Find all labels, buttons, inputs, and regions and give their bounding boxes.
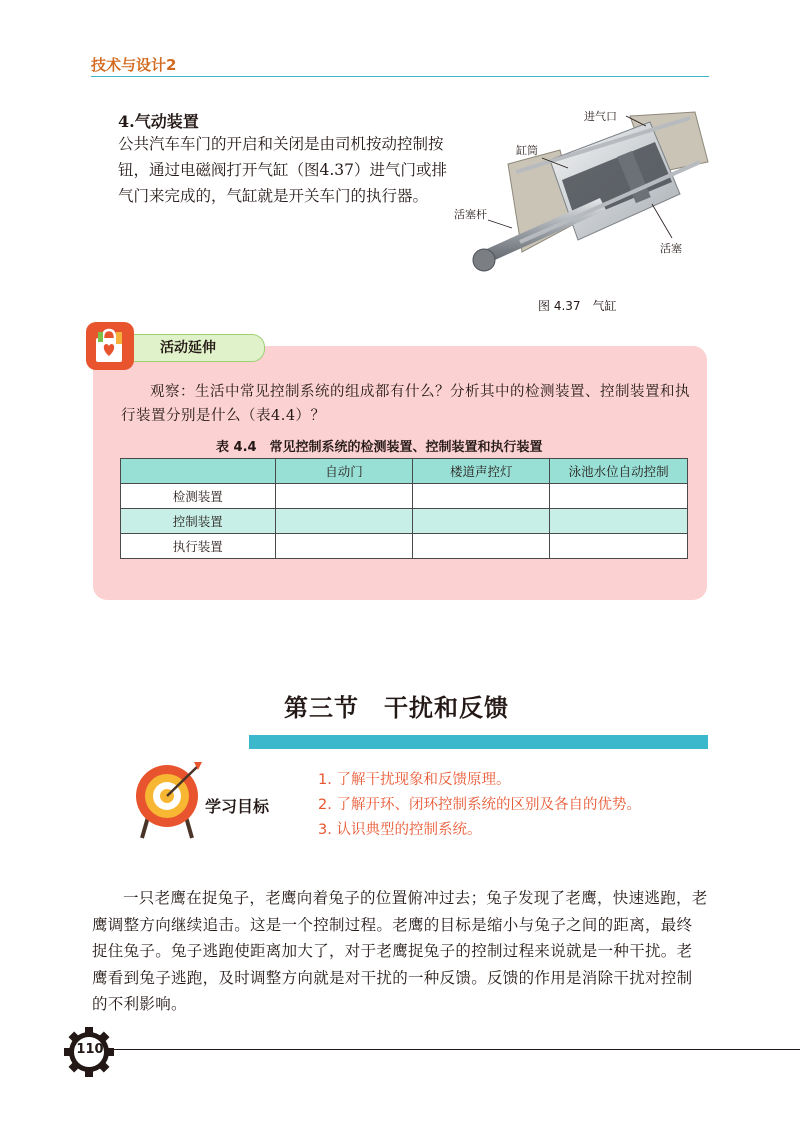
control-systems-table — [120, 458, 688, 559]
learning-goals-label: 学习目标 — [205, 797, 270, 816]
section-title: 第三节 干扰和反馈 — [284, 694, 509, 722]
cylinder-figure — [450, 102, 720, 302]
table-row-label: 检测装置 — [121, 484, 276, 509]
label-air-inlet: 进气口 — [584, 110, 617, 123]
footer-rule — [110, 1049, 800, 1050]
table-row — [121, 509, 688, 534]
table-cell — [275, 484, 413, 509]
shopping-bag-icon — [86, 322, 134, 370]
list-item: 3. 认识典型的控制系统。 — [318, 822, 482, 838]
table-cell — [413, 509, 550, 534]
header-rule — [91, 76, 709, 77]
table-row — [121, 484, 688, 509]
activity-text: 观察：生活中常见控制系统的组成都有什么？分析其中的检测装置、控制装置和执行装置分别是什么（表4.4）？ — [121, 384, 690, 424]
table-cell — [413, 534, 550, 559]
section-title-bar — [249, 735, 708, 749]
table-header-cell: 泳池水位自动控制 — [550, 459, 688, 484]
table-row-label: 执行装置 — [121, 534, 276, 559]
table-header-cell: 自动门 — [275, 459, 413, 484]
label-piston-rod: 活塞杆 — [454, 208, 487, 221]
table-cell — [550, 509, 688, 534]
body-paragraph: 一只老鹰在捉兔子，老鹰向着兔子的位置俯冲过去；兔子发现了老鹰，快速逃跑，老鹰调整方向继续追击。这是一个控制过程。老鹰的目标是缩小与兔子之间的距离，最终捉住兔子。兔子逃跑使距离加大了，对于老鹰捉兔子的控制过程来说就是一种干扰。老鹰看到兔子逃跑，及时调整方向就是对干扰的一种反馈。反馈的作用是消除干扰对控制的不利影响。 — [92, 889, 708, 1013]
cylinder-illustration — [450, 102, 720, 302]
table-header-cell: 楼道声控灯 — [413, 459, 550, 484]
label-barrel: 缸筒 — [516, 144, 538, 157]
table-caption: 表 4.4 常见控制系统的检测装置、控制装置和执行装置 — [216, 440, 543, 455]
figure-caption: 图 4.37 气缸 — [538, 299, 617, 313]
running-header-title: 技术与设计2 — [91, 56, 177, 74]
list-item: 1. 了解干扰现象和反馈原理。 — [318, 772, 511, 788]
learning-goals-list — [318, 768, 641, 843]
table-cell — [413, 484, 550, 509]
table-row — [121, 534, 688, 559]
table-header-cell — [121, 459, 276, 484]
table-cell — [275, 509, 413, 534]
list-item: 2. 了解开环、闭环控制系统的区别及各自的优势。 — [318, 797, 641, 813]
table-cell — [275, 534, 413, 559]
table-row-label: 控制装置 — [121, 509, 276, 534]
pneumatic-paragraph: 公共汽车车门的开启和关闭是由司机按动控制按钮，通过电磁阀打开气缸（图4.37）进气门或排气门来完成的，气缸就是开关车门的执行器。 — [118, 135, 448, 205]
activity-tab-label: 活动延伸 — [160, 340, 216, 356]
subsection-heading: 4.气动装置 — [118, 112, 199, 131]
page-number: 110 — [76, 1042, 104, 1057]
table-cell — [550, 484, 688, 509]
label-piston: 活塞 — [660, 242, 682, 255]
table-cell — [550, 534, 688, 559]
target-icon — [132, 760, 202, 840]
table-header-row — [121, 459, 688, 484]
